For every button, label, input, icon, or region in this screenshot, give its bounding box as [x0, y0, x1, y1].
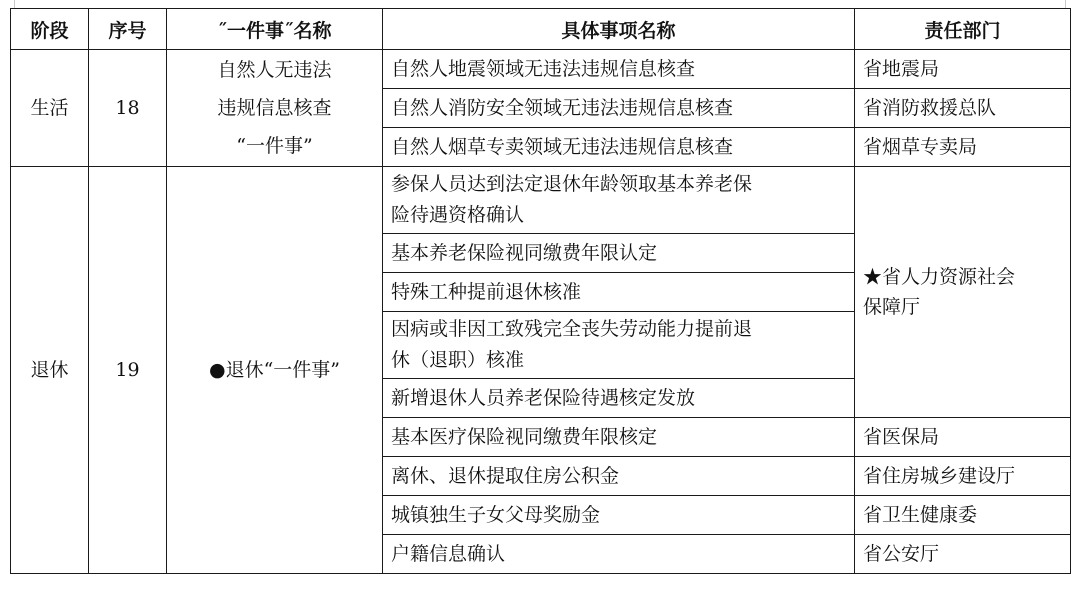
- number-cell: 19: [89, 167, 167, 574]
- department-cell: 省消防救援总队: [855, 89, 1071, 128]
- department-cell: 省烟草专卖局: [855, 128, 1071, 167]
- item-cell: 基本医疗保险视同缴费年限核定: [383, 418, 855, 457]
- page-corner-mark-left: [0, 0, 15, 8]
- table-row: [11, 50, 1071, 89]
- item-cell: [383, 312, 855, 379]
- item-cell: 离休、退休提取住房公积金: [383, 457, 855, 496]
- matter-name-cell: [167, 50, 383, 167]
- department-cell: 省地震局: [855, 50, 1071, 89]
- department-line: ★省人力资源社会: [863, 266, 1016, 288]
- item-cell: 户籍信息确认: [383, 535, 855, 574]
- matter-name-line: “一件事”: [236, 135, 313, 157]
- page-corner-mark-right: [1065, 0, 1080, 8]
- matter-name-cell: ●退休“一件事”: [167, 167, 383, 574]
- item-cell: 城镇独生子女父母奖励金: [383, 496, 855, 535]
- matters-table: [10, 8, 1071, 574]
- item-cell: 特殊工种提前退休核准: [383, 273, 855, 312]
- department-line: 保障厅: [863, 296, 921, 318]
- item-cell: 自然人消防安全领域无违法违规信息核查: [383, 89, 855, 128]
- item-line: 险待遇资格确认: [391, 204, 525, 226]
- header-stage: 阶段: [11, 9, 89, 50]
- item-line: 参保人员达到法定退休年龄领取基本养老保: [391, 173, 753, 195]
- item-cell: 基本养老保险视同缴费年限认定: [383, 234, 855, 273]
- department-cell: 省公安厅: [855, 535, 1071, 574]
- matter-name-line: 自然人无违法: [217, 59, 332, 81]
- item-cell: 自然人烟草专卖领域无违法违规信息核查: [383, 128, 855, 167]
- item-line: 休（退职）核准: [391, 349, 525, 371]
- table-row: [11, 167, 1071, 234]
- department-cell: 省卫生健康委: [855, 496, 1071, 535]
- stage-cell: 生活: [11, 50, 89, 167]
- department-cell: 省住房城乡建设厅: [855, 457, 1071, 496]
- department-cell: 省医保局: [855, 418, 1071, 457]
- item-line: 因病或非因工致残完全丧失劳动能力提前退: [391, 318, 753, 340]
- stage-cell: 退休: [11, 167, 89, 574]
- header-item-name: 具体事项名称: [383, 9, 855, 50]
- shared-department-cell: [855, 167, 1071, 418]
- matter-name-line: 违规信息核查: [217, 97, 332, 119]
- header-department: 责任部门: [855, 9, 1071, 50]
- number-cell: 18: [89, 50, 167, 167]
- item-cell: 新增退休人员养老保险待遇核定发放: [383, 379, 855, 418]
- header-number: 序号: [89, 9, 167, 50]
- table-header-row: [11, 9, 1071, 50]
- item-cell: [383, 167, 855, 234]
- item-cell: 自然人地震领域无违法违规信息核查: [383, 50, 855, 89]
- header-matter-name: ˝一件事˝名称: [167, 9, 383, 50]
